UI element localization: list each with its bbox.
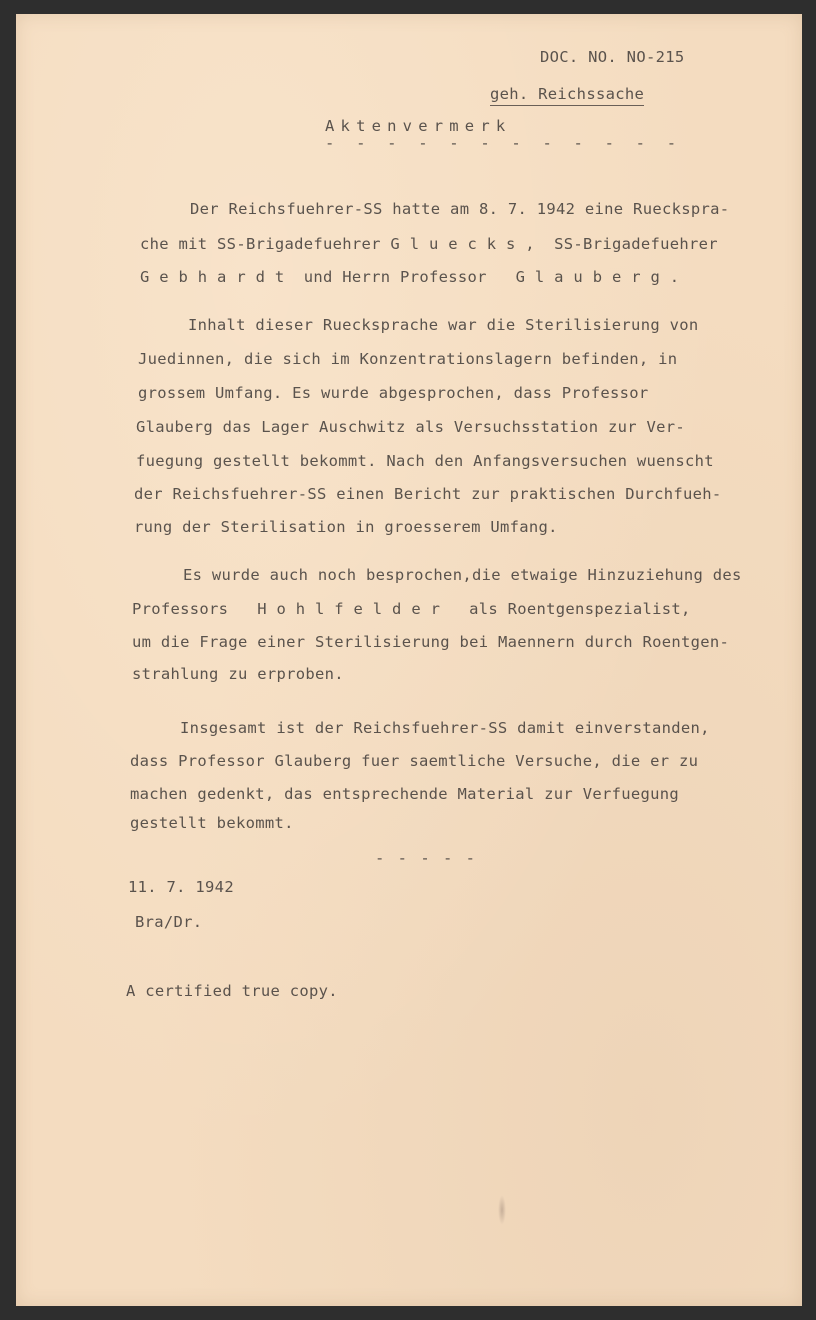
paragraph-2-line-5: fuegung gestellt bekommt. Nach den Anfangsversuchen wuenscht <box>136 452 714 470</box>
paragraph-4-line-1: Insgesamt ist der Reichsfuehrer-SS damit einverstanden, <box>180 719 710 737</box>
paragraph-2-line-6: der Reichsfuehrer-SS einen Bericht zur praktischen Durchfueh- <box>134 485 722 503</box>
document-title: Aktenvermerk <box>325 117 512 135</box>
paragraph-2-line-1: Inhalt dieser Ruecksprache war die Sterilisierung von <box>188 316 699 334</box>
paragraph-3-line-1: Es wurde auch noch besprochen,die etwaige Hinzuziehung des <box>183 566 742 584</box>
paragraph-4-line-3: machen gedenkt, das entsprechende Material zur Verfuegung <box>130 785 680 803</box>
paragraph-2-line-7: rung der Sterilisation in groesserem Umfang. <box>134 518 558 536</box>
reference-initials: Bra/Dr. <box>135 913 203 931</box>
certification-note: A certified true copy. <box>126 982 338 1000</box>
paper-blemish <box>498 1195 506 1225</box>
paragraph-1-line-2: che mit SS-Brigadefuehrer G l u e c k s , SS-Brigadefuehrer <box>140 235 718 253</box>
paragraph-2-line-4: Glauberg das Lager Auschwitz als Versuchsstation zur Ver- <box>136 418 686 436</box>
paragraph-3-line-3: um die Frage einer Sterilisierung bei Maennern durch Roentgen- <box>132 633 730 651</box>
document-number: DOC. NO. NO-215 <box>540 48 685 66</box>
paragraph-1-line-3: G e b h a r d t und Herrn Professor G l a u b e r g . <box>140 268 680 286</box>
document-date: 11. 7. 1942 <box>128 878 234 896</box>
classification-marking: geh. Reichssache <box>490 87 644 106</box>
closing-separator: - - - - - <box>375 849 477 867</box>
paragraph-3-line-4: strahlung zu erproben. <box>132 665 344 683</box>
paragraph-4-line-4: gestellt bekommt. <box>130 814 294 832</box>
paragraph-2-line-2: Juedinnen, die sich im Konzentrationslagern befinden, in <box>138 350 678 368</box>
paragraph-2-line-3: grossem Umfang. Es wurde abgesprochen, dass Professor <box>138 384 649 402</box>
paragraph-3-line-2: Professors H o h l f e l d e r als Roentgenspezialist, <box>132 600 691 618</box>
title-underline: - - - - - - - - - - - - <box>325 134 683 152</box>
paragraph-1-line-1: Der Reichsfuehrer-SS hatte am 8. 7. 1942 eine Ruecksprа- <box>190 200 730 218</box>
paragraph-4-line-2: dass Professor Glauberg fuer saemtliche Versuche, die er zu <box>130 752 699 770</box>
